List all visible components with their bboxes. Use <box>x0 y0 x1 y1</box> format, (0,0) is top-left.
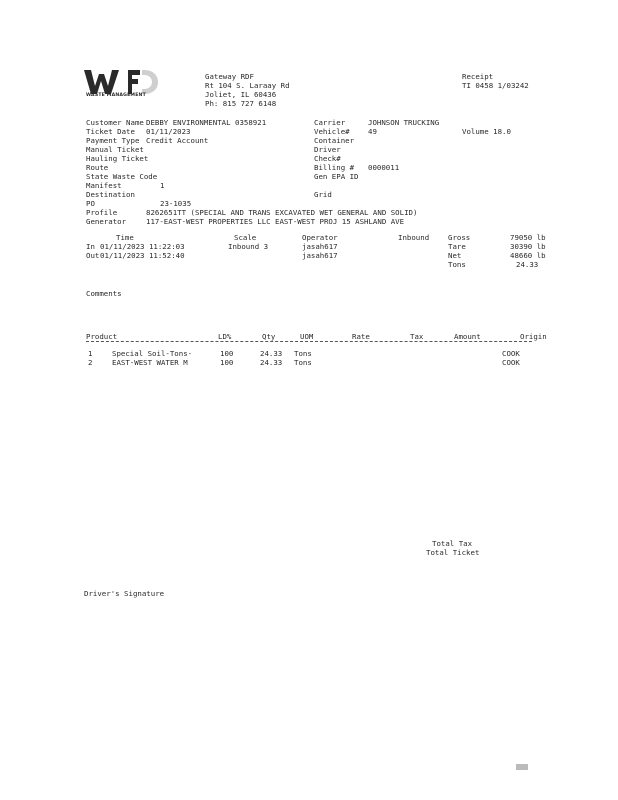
field-carrier-value: JOHNSON TRUCKING <box>368 118 440 127</box>
products-header-tax: Tax <box>410 332 424 341</box>
weight-tons-value: 24.33 <box>516 260 539 269</box>
field-state-waste-code-label: State Waste Code <box>86 172 158 181</box>
weight-row-out-operator: jasah617 <box>302 251 338 260</box>
weights-header-inbound: Inbound <box>398 233 430 242</box>
weight-row-in-dir: In <box>86 242 95 251</box>
field-grid-label: Grid <box>314 190 332 199</box>
products-header-uom: UOM <box>300 332 314 341</box>
weight-gross-label: Gross <box>448 233 471 242</box>
field-gen-epa-id-label: Gen EPA ID <box>314 172 359 181</box>
logo-brand-text: WASTE MANAGEMENT <box>86 93 146 98</box>
field-payment-type-value: Credit Account <box>146 136 209 145</box>
weight-tare-value: 30390 lb <box>510 242 546 251</box>
product-row-2-origin: COOK <box>502 358 520 367</box>
product-row-1-name: Special Soil-Tons- <box>112 349 193 358</box>
product-row-2-qty: 24.33 <box>260 358 283 367</box>
field-profile-label: Profile <box>86 208 118 217</box>
receipt-label: Receipt <box>462 72 494 81</box>
field-vehicle-value: 49 <box>368 127 377 136</box>
field-generator-label: Generator <box>86 217 127 226</box>
field-driver-label: Driver <box>314 145 341 154</box>
site-address: Rt 104 S. Laraay Rd <box>205 81 290 90</box>
field-ticket-date-value: 01/11/2023 <box>146 127 191 136</box>
comments-label: Comments <box>86 289 122 298</box>
products-header-qty: Qty <box>262 332 276 341</box>
field-hauling-ticket-label: Hauling Ticket <box>86 154 149 163</box>
products-header-rate: Rate <box>352 332 370 341</box>
product-row-2-name: EAST-WEST WATER M <box>112 358 188 367</box>
weights-header-operator: Operator <box>302 233 338 242</box>
driver-signature-label: Driver's Signature <box>84 589 165 598</box>
field-customer-name-label: Customer Name <box>86 118 144 127</box>
site-city: Joliet, IL 60436 <box>205 90 277 99</box>
field-route-label: Route <box>86 163 109 172</box>
product-row-1-uom: Tons <box>294 349 312 358</box>
site-phone: Ph: 815 727 6148 <box>205 99 277 108</box>
weight-row-in-time: 01/11/2023 11:22:03 <box>100 242 185 251</box>
weight-row-out-dir: Out <box>86 251 100 260</box>
product-row-2-ld: 100 <box>220 358 234 367</box>
product-row-1-origin: COOK <box>502 349 520 358</box>
product-row-1-ld: 100 <box>220 349 234 358</box>
field-carrier-label: Carrier <box>314 118 346 127</box>
products-header-amount: Amount <box>454 332 481 341</box>
field-vehicle-label: Vehicle# <box>314 127 350 136</box>
field-ticket-date-label: Ticket Date <box>86 127 135 136</box>
weight-tons-label: Tons <box>448 260 466 269</box>
weights-header-time: Time <box>116 233 134 242</box>
weight-row-out-time: 01/11/2023 11:52:40 <box>100 251 185 260</box>
page-mark <box>516 764 528 770</box>
total-ticket-label: Total Ticket <box>426 548 480 557</box>
weight-row-in-scale: Inbound 3 <box>228 242 269 251</box>
field-po-value: 23-1035 <box>160 199 192 208</box>
field-billing-value: 0000011 <box>368 163 400 172</box>
field-container-label: Container <box>314 136 355 145</box>
field-profile-value: 8262651TT (SPECIAL AND TRANS EXCAVATED WET GENERAL AND SOLID) <box>146 208 418 217</box>
field-po-label: PO <box>86 199 95 208</box>
products-header-origin: Origin <box>520 332 547 341</box>
field-manifest-value: 1 <box>160 181 165 190</box>
weight-gross-value: 79050 lb <box>510 233 546 242</box>
weights-header-scale: Scale <box>234 233 257 242</box>
product-row-2-num: 2 <box>88 358 93 367</box>
field-payment-type-label: Payment Type <box>86 136 140 145</box>
field-customer-name-value: DEBBY ENVIRONMENTAL 0358921 <box>146 118 267 127</box>
field-manual-ticket-label: Manual Ticket <box>86 145 144 154</box>
field-manifest-label: Manifest <box>86 181 122 190</box>
product-row-1-qty: 24.33 <box>260 349 283 358</box>
receipt-number: TI 0458 1/03242 <box>462 81 529 90</box>
site-name: Gateway RDF <box>205 72 254 81</box>
total-tax-label: Total Tax <box>432 539 473 548</box>
weight-net-label: Net <box>448 251 462 260</box>
product-row-2-uom: Tons <box>294 358 312 367</box>
field-billing-label: Billing # <box>314 163 355 172</box>
weight-tare-label: Tare <box>448 242 466 251</box>
field-destination-label: Destination <box>86 190 135 199</box>
field-generator-value: 117-EAST-WEST PROPERTIES LLC EAST-WEST PROJ 15 ASHLAND AVE <box>146 217 405 226</box>
volume: Volume 18.0 <box>462 127 511 136</box>
products-header-divider <box>86 341 532 342</box>
weight-row-in-operator: jasah617 <box>302 242 338 251</box>
weight-net-value: 48660 lb <box>510 251 546 260</box>
product-row-1-num: 1 <box>88 349 93 358</box>
field-check-label: Check# <box>314 154 341 163</box>
products-header-ld: LD% <box>218 332 232 341</box>
products-header-product: Product <box>86 332 118 341</box>
